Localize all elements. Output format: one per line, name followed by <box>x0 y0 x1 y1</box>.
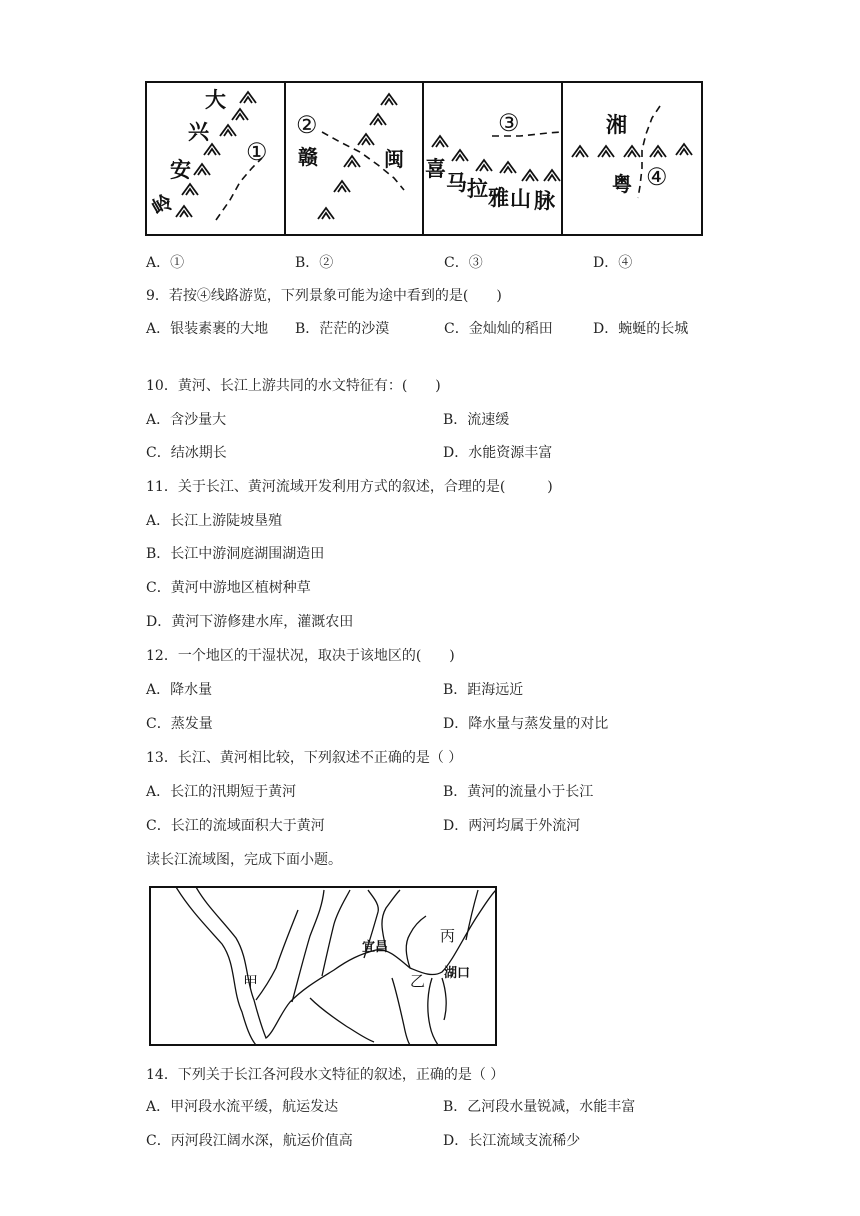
q8-option-b[interactable]: B．② <box>295 255 334 271</box>
label-da: 大 <box>205 87 226 112</box>
q12-option-a[interactable]: A．降水量 <box>146 682 213 698</box>
q11-option-c[interactable]: C．黄河中游地区植树种草 <box>146 580 311 596</box>
q11-stem: 11．关于长江、黄河流域开发利用方式的叙述，合理的是( ) <box>146 479 553 495</box>
label-xing: 兴 <box>188 119 209 144</box>
q9-option-b[interactable]: B．茫茫的沙漠 <box>295 321 390 337</box>
q11-option-d[interactable]: D．黄河下游修建水库，灌溉农田 <box>146 614 354 630</box>
q10-stem: 10．黄河、长江上游共同的水文特征有：( ) <box>146 378 441 394</box>
label-min: 闽 <box>384 147 404 171</box>
q9-option-d[interactable]: D．蜿蜒的长城 <box>593 321 689 337</box>
q10-option-c[interactable]: C．结冰期长 <box>146 445 227 461</box>
label-ma: 马 <box>446 170 467 195</box>
label-mai: 脉 <box>534 188 555 213</box>
panel-1 <box>147 87 267 220</box>
panel-3 <box>425 109 562 213</box>
yangtze-basin-map <box>0 880 860 1060</box>
q11-option-b[interactable]: B．长江中游洞庭湖围湖造田 <box>146 546 325 562</box>
label-gan: 赣 <box>298 145 318 169</box>
q14-stem: 14．下列关于长江各河段水文特征的叙述，正确的是（ ） <box>146 1067 505 1083</box>
panel-2 <box>296 94 404 219</box>
q12-option-b[interactable]: B．距海远近 <box>443 682 524 698</box>
q13-option-c[interactable]: C．长江的流域面积大于黄河 <box>146 818 325 834</box>
label-ya: 雅 <box>488 185 509 210</box>
q12-option-c[interactable]: C．蒸发量 <box>146 716 213 732</box>
route-line-1 <box>216 158 262 220</box>
label-jia: 甲 <box>243 973 259 991</box>
panel-4 <box>572 106 692 198</box>
label-la: 拉 <box>467 176 488 201</box>
q13-option-b[interactable]: B．黄河的流量小于长江 <box>443 784 594 800</box>
label-yi: 乙 <box>410 972 426 990</box>
q14-option-b[interactable]: B．乙河段水量锐减，水能丰富 <box>443 1099 636 1115</box>
q12-stem: 12．一个地区的干湿状况，取决于该地区的( ) <box>146 648 455 664</box>
q14-option-a[interactable]: A．甲河段水流平缓，航运发达 <box>146 1099 339 1115</box>
q13-option-a[interactable]: A．长江的汛期短于黄河 <box>146 784 297 800</box>
label-shan: 山 <box>510 186 531 211</box>
q8-option-a[interactable]: A．① <box>146 255 185 271</box>
mountain-panels-map <box>0 0 860 240</box>
q10-option-a[interactable]: A．含沙量大 <box>146 412 227 428</box>
marker-2: ② <box>296 111 318 139</box>
q13-option-d[interactable]: D．两河均属于外流河 <box>443 818 581 834</box>
label-ling: 岭 <box>147 189 177 221</box>
label-xi: 喜 <box>425 156 446 181</box>
label-bing: 丙 <box>440 927 456 945</box>
marker-3: ③ <box>498 109 520 137</box>
label-yue: 粤 <box>612 172 632 196</box>
label-hukou: 湖口 <box>444 966 471 981</box>
label-xiang: 湘 <box>606 112 627 137</box>
q8-option-c[interactable]: C．③ <box>444 255 483 271</box>
q14-option-c[interactable]: C．丙河段江阔水深，航运价值高 <box>146 1133 353 1149</box>
q9-stem: 9．若按④线路游览，下列景象可能为途中看到的是( ) <box>146 288 502 304</box>
q10-option-b[interactable]: B．流速缓 <box>443 412 510 428</box>
marker-4: ④ <box>646 163 668 191</box>
label-yichang: 宜昌 <box>362 940 389 955</box>
q14-option-d[interactable]: D．长江流域支流稀少 <box>443 1133 581 1149</box>
q12-option-d[interactable]: D．降水量与蒸发量的对比 <box>443 716 609 732</box>
q13-stem: 13．长江、黄河相比较，下列叙述不正确的是（ ） <box>146 750 463 766</box>
q9-option-c[interactable]: C．金灿灿的稻田 <box>444 321 553 337</box>
main-river <box>196 887 496 1038</box>
q8-option-d[interactable]: D．④ <box>593 255 633 271</box>
q9-option-a[interactable]: A．银装素裹的大地 <box>146 321 269 337</box>
q11-option-a[interactable]: A．长江上游陡坡垦殖 <box>146 513 283 529</box>
marker-1: ① <box>246 138 268 166</box>
q10-option-d[interactable]: D．水能资源丰富 <box>443 445 553 461</box>
map-intro: 读长江流域图，完成下面小题。 <box>146 852 342 868</box>
label-an: 安 <box>170 157 191 182</box>
